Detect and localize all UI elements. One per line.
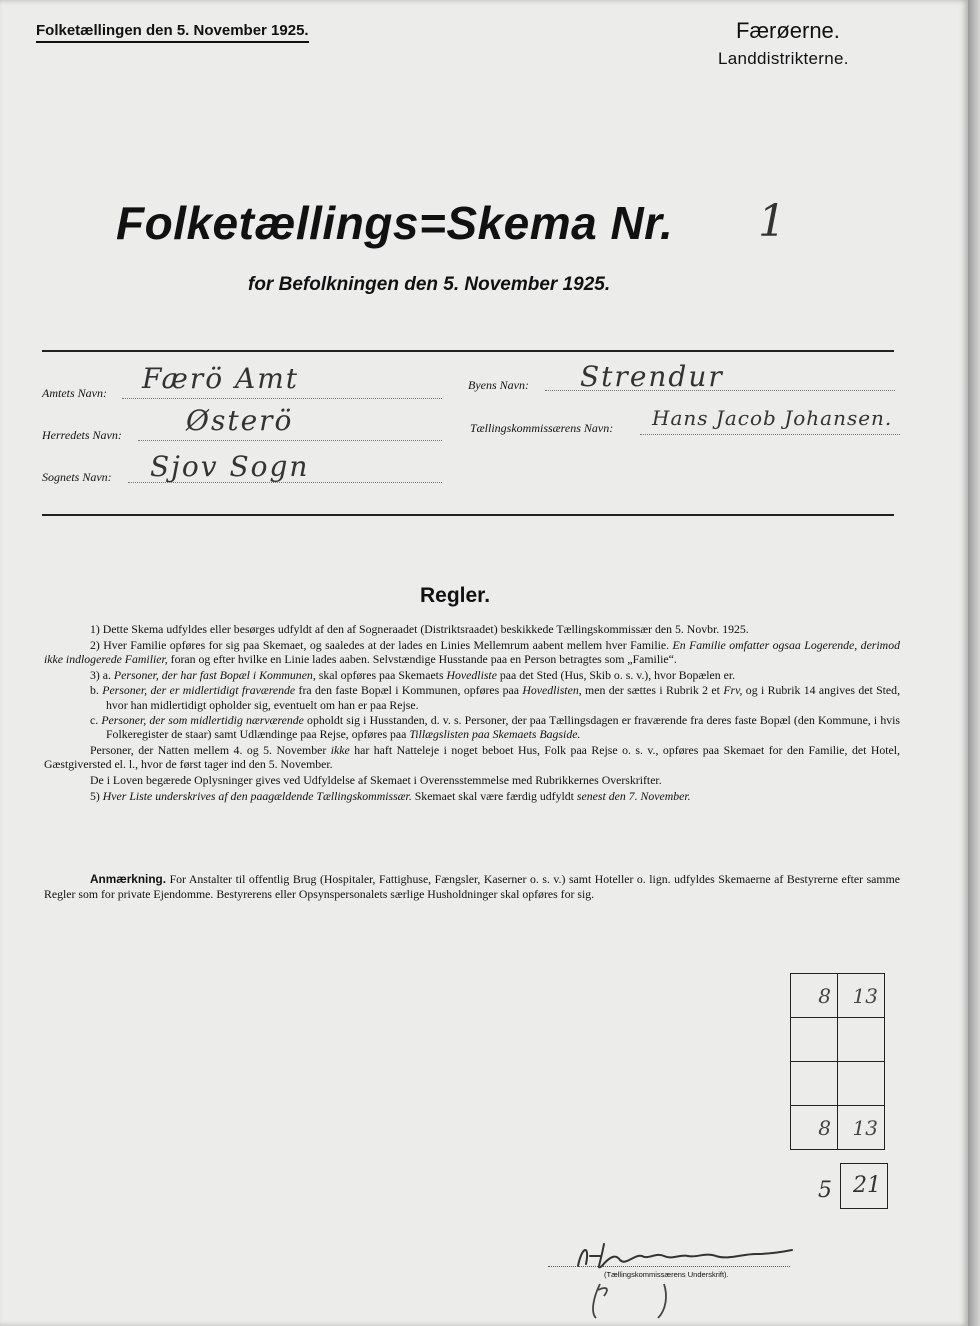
rule-3a: 3) a. Personer, der har fast Bopæl i Kommunen, skal opføres paa Skemaets Hovedliste paa det Sted (Hus, Skib o. s. v.), hvor Bopælen er. — [90, 667, 736, 682]
tally-cell-men: 8 — [791, 1106, 838, 1150]
tally-cell-women: 13 — [838, 974, 885, 1018]
by-label: Byens Navn: — [468, 378, 529, 392]
district-type-header: Landdistrikterne. — [718, 49, 849, 68]
page-edge — [968, 0, 980, 1326]
tally-row — [791, 1106, 885, 1150]
herred-value: Østerö — [186, 404, 294, 437]
rule-3b: b. Personer, der er midlertidigt fraværende fra den faste Bopæl i Kommunen, opføres paa Hovedlisten, men der sættes i Rubrik 2 et Frv, og i Rubrik 14 angives det Sted, hvor han midlertidigt opholder sig, eventuelt om han er paa Rejse. — [90, 683, 901, 712]
rule-4: Personer, der Natten mellem 4. og 5. November ikke har haft Natteleje i noget beboet Hus, Folk paa Rejse o. s. v., opføres paa Skemaet for den Familie, det Hotel, Gæstgiversted el. l., hvor de først tager ind den 5. November. — [44, 743, 900, 772]
kommissaer-label: Tællingskommissærens Navn: — [470, 421, 614, 435]
tally-total-men: 5 — [818, 1178, 832, 1203]
tally-cell-men: 8 — [791, 974, 838, 1018]
kommissaer-line — [640, 434, 900, 435]
tally-cell-women — [838, 1062, 885, 1106]
sogn-line — [128, 482, 442, 483]
sogn-label: Sognets Navn: — [42, 470, 112, 484]
tally-cell-women — [838, 1018, 885, 1062]
form-subtitle: for Befolkningen den 5. November 1925. — [248, 274, 611, 295]
bottom-divider — [42, 514, 894, 516]
rule-1: 1) Dette Skema udfyldes eller besørges udfyldt af den af Sogneraadet (Distriktsraadet) beskikkede Tællingskommissær den 5. Novbr. 1925. — [90, 622, 749, 636]
tally-cell-women: 13 — [838, 1106, 885, 1150]
sogn-value: Sjov Sogn — [150, 450, 310, 483]
kommissaer-value: Hans Jacob Johansen. — [652, 406, 893, 430]
rules-text — [44, 622, 900, 804]
form-number-handwritten: 1 — [758, 196, 786, 247]
amt-label: Amtets Navn: — [42, 386, 107, 400]
form-title: Folketællings=Skema Nr. — [116, 197, 674, 249]
tally-row — [791, 974, 885, 1018]
rule-2: 2) Hver Familie opføres for sig paa Skemaet, og saaledes at der lades en Linies Mellemrum aabent mellem hver Familie. En Familie omfatter ogsaa Logerende, derimod ikke indlogerede Familier, foran og efter hvilke en Linie lades aaben. Selvstændige Husstande paa en Person betragtes som „Familie“. — [44, 637, 900, 666]
herred-line — [138, 440, 442, 441]
tally-row — [791, 1018, 885, 1062]
tally-table — [790, 973, 885, 1150]
amt-line — [122, 398, 442, 399]
amt-value: Færö Amt — [142, 362, 300, 395]
tally-cell-men — [791, 1018, 838, 1062]
rule-5: De i Loven begærede Oplysninger gives ved Udfyldelse af Skemaet i Overensstemmelse med Rubrikkernes Overskrifter. — [90, 773, 662, 788]
tally-total-women: 21 — [840, 1163, 888, 1209]
rule-3c: c. Personer, der som midlertidig nærværende opholdt sig i Husstanden, d. v. s. Personer, der paa Tællingsdagen er fraværende fra deres faste Bopæl (den Kommune, i hvis Folkeregister de staar) samt Udlændinge paa Rejse, opføres paa Tillægslisten paa Skemaets Bagside. — [90, 713, 901, 742]
rules-heading: Regler. — [420, 584, 491, 607]
signature-line — [548, 1266, 790, 1267]
tally-cell-men — [791, 1062, 838, 1106]
tally-row — [791, 1062, 885, 1106]
rule-6: 5) Hver Liste underskrives af den paagældende Tællingskommissær. Skemaet skal være færdig udfyldt senest den 7. November. — [90, 788, 691, 803]
top-divider — [42, 350, 894, 352]
herred-label: Herredets Navn: — [42, 428, 122, 442]
by-value: Strendur — [580, 360, 724, 393]
by-line — [545, 390, 895, 391]
signature-caption: (Tællingskommissærens Underskrift). — [604, 1270, 729, 1279]
country-header: Færøerne. — [736, 18, 840, 43]
note-label: Anmærkning. — [90, 872, 167, 886]
note-text: Anmærkning. For Anstalter til offentlig Brug (Hospitaler, Fattighuse, Fængsler, Kaserner o. s. v.) samt Hoteller o. lign. udfyldes Skemaerne af Bestyrerne efter samme Regler som for private Ejendomme. Bestyrerens eller Opsynspersonalets særlige Husholdninger skal opføres for sig. — [44, 872, 901, 901]
census-date-header: Folketællingen den 5. November 1925. — [36, 22, 309, 43]
